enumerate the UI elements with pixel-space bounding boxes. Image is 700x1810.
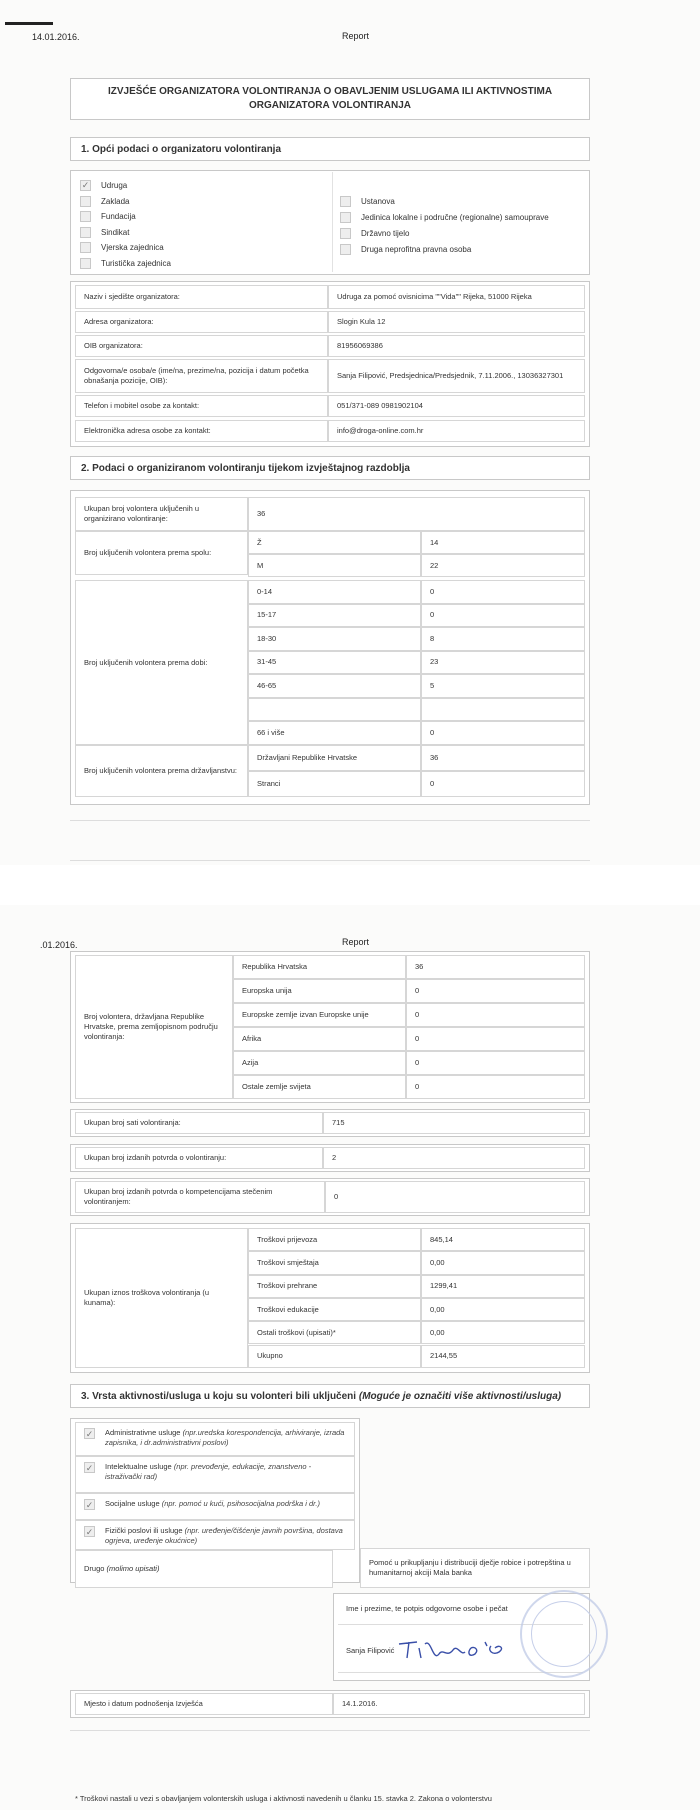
signature-label: Ime i prezime, te potpis odgovorne osobe i pečat	[338, 1598, 518, 1620]
activity-option	[75, 1520, 355, 1550]
report-page-1	[0, 0, 700, 865]
checkbox-icon[interactable]	[80, 242, 91, 253]
activity-text	[105, 1462, 346, 1482]
activity-text	[105, 1499, 320, 1509]
org-info-label: Odgovorna/e osoba/e (ime/na, prezime/na, pozicija i datum početka obnašanja pozicije, OIB):	[75, 359, 328, 393]
cost-amount: 0,00	[421, 1251, 585, 1274]
other-activity-value: Pomoć u prikupljanju i distribuciji dječje robice i potrepština u humanitarnoj akciji Mala banka	[360, 1548, 590, 1588]
cost-type: Troškovi edukacije	[248, 1298, 421, 1321]
cost-type: Ostali troškovi (upisati)*	[248, 1321, 421, 1344]
geo-count: 0	[406, 1051, 585, 1075]
page-date: .01.2016.	[40, 940, 78, 950]
age-category: 15-17	[248, 604, 421, 628]
org-info-value: Udruga za pomoć ovisnicima ""Vida"" Rijeka, 51000 Rijeka	[328, 285, 585, 309]
cost-amount: 1299,41	[421, 1275, 585, 1298]
organizer-type-label: Državno tijelo	[361, 229, 410, 238]
organizer-type-label: Jedinica lokalne i područne (regionalne) samouprave	[361, 213, 549, 222]
other-activity-label	[75, 1550, 333, 1588]
age-category: 66 i više	[248, 721, 421, 745]
comp-certs-value: 0	[325, 1181, 585, 1213]
gender-count: 14	[421, 531, 585, 554]
age-count: 8	[421, 627, 585, 651]
section-1-heading: 1. Opći podaci o organizatoru volontiranja	[70, 137, 590, 161]
citizenship-category: Stranci	[248, 771, 421, 797]
age-category: 46-65	[248, 674, 421, 698]
cost-amount: 845,14	[421, 1228, 585, 1251]
age-count	[421, 698, 585, 722]
org-info-label: Telefon i mobitel osobe za kontakt:	[75, 395, 328, 417]
checkbox-icon[interactable]: ✓	[85, 1526, 94, 1537]
organizer-type-option	[80, 258, 171, 269]
checkbox-icon[interactable]: ✓	[85, 1499, 94, 1510]
activity-label: Intelektualne usluge	[105, 1462, 172, 1471]
activity-option	[75, 1422, 355, 1456]
activity-label: Socijalne usluge	[105, 1499, 160, 1508]
organizer-type-label: Udruga	[101, 181, 128, 190]
organizer-type-option	[80, 196, 129, 207]
organizer-type-label: Zaklada	[101, 196, 130, 206]
geo-area: Afrika	[233, 1027, 406, 1051]
age-label: Broj uključenih volontera prema dobi:	[75, 580, 248, 745]
activity-label: Fizički poslovi ili usluge	[105, 1526, 183, 1535]
place-date-label: Mjesto i datum podnošenja Izvješća	[75, 1693, 333, 1715]
organizer-type-label: Vjerska zajednica	[101, 243, 164, 252]
organizer-type-option	[340, 228, 409, 239]
organizer-type-label: Druga neprofitna pravna osoba	[361, 245, 472, 254]
scan-mark	[5, 22, 53, 25]
org-info-value: 051/371-089 0981902104	[328, 395, 585, 417]
activity-text	[105, 1428, 346, 1448]
checkbox-icon[interactable]: ✓	[85, 1428, 94, 1439]
org-info-value: Sanja Filipović, Predsjednica/Predsjednik, 7.11.2006., 13036327301	[328, 359, 585, 393]
organizer-type-option	[80, 227, 129, 238]
checkbox-icon[interactable]	[80, 227, 91, 238]
geo-count: 36	[406, 955, 585, 979]
organizer-type-label: Ustanova	[361, 197, 395, 206]
age-count: 0	[421, 604, 585, 628]
activity-label: Administrativne usluge	[105, 1428, 181, 1437]
checkbox-icon[interactable]: ✓	[81, 180, 90, 190]
geo-count: 0	[406, 1003, 585, 1027]
official-stamp-inner	[531, 1601, 597, 1667]
activity-text	[105, 1526, 346, 1546]
hours-label: Ukupan broj sati volontiranja:	[75, 1112, 323, 1134]
geo-area: Republika Hrvatska	[233, 955, 406, 979]
org-info-value: 81956069386	[328, 335, 585, 357]
geo-area: Azija	[233, 1051, 406, 1075]
certs-label: Ukupan broj izdanih potvrda o volontiranju:	[75, 1147, 323, 1169]
activity-note: (npr.uredska korespondencija, arhiviranje, izrada zapisnika, i dr.administrativni poslovi)	[105, 1428, 345, 1447]
checkbox-icon[interactable]	[340, 212, 351, 223]
comp-certs-label: Ukupan broj izdanih potvrda o kompetencijama stečenim volontiranjem:	[75, 1181, 325, 1213]
checkbox-icon[interactable]	[80, 196, 91, 207]
checkbox-icon[interactable]	[340, 244, 351, 255]
organizer-type-label: Sindikat	[101, 227, 130, 237]
section-3-heading	[70, 1384, 590, 1408]
place-date-value: 14.1.2016.	[333, 1693, 585, 1715]
cost-amount: 0,00	[421, 1321, 585, 1344]
geo-area: Ostale zemlje svijeta	[233, 1075, 406, 1099]
certs-value: 2	[323, 1147, 585, 1169]
activity-note: (npr. prevođenje, edukacije, znanstveno - istraživački rad)	[105, 1462, 312, 1481]
checkbox-icon[interactable]	[340, 228, 351, 239]
cost-type: Troškovi prehrane	[248, 1275, 421, 1298]
section-2-heading: 2. Podaci o organiziranom volontiranju tijekom izvještajnog razdoblja	[70, 456, 590, 480]
organizer-type-label: Turistička zajednica	[101, 258, 171, 268]
organizer-type-option	[340, 244, 471, 255]
org-info-label: OIB organizatora:	[75, 335, 328, 357]
checkbox-icon[interactable]	[80, 258, 91, 269]
org-info-label: Naziv i sjedište organizatora:	[75, 285, 328, 309]
section-3-note: (Moguće je označiti više aktivnosti/usluga)	[358, 1390, 562, 1402]
page-header-report: Report	[342, 937, 370, 947]
activity-option	[75, 1493, 355, 1520]
organizer-type-option	[340, 196, 395, 207]
organizer-type-option	[80, 180, 127, 191]
geo-count: 0	[406, 1075, 585, 1099]
page-header-report: Report	[342, 31, 370, 41]
citizenship-count: 0	[421, 771, 585, 797]
report-title: IZVJEŠĆE ORGANIZATORA VOLONTIRANJA O OBAVLJENIM USLUGAMA ILI AKTIVNOSTIMA ORGANIZATORA VOLONTIRANJA	[70, 78, 590, 120]
cost-amount: 2144,55	[421, 1345, 585, 1368]
geo-count: 0	[406, 1027, 585, 1051]
cost-amount: 0,00	[421, 1298, 585, 1321]
citizenship-category: Državljani Republike Hrvatske	[248, 745, 421, 771]
costs-footnote: * Troškovi nastali u vezi s obavljanjem volonterskih usluga i aktivnosti navedenih u članku 15. stavka 2. Zakona o volonterstvu	[75, 1794, 492, 1803]
gender-category: M	[248, 554, 421, 577]
organizer-type-label: Fundacija	[101, 212, 136, 221]
signer-name: Sanja Filipović	[338, 1640, 428, 1662]
organizer-type-option	[80, 242, 164, 253]
other-label-text: Drugo	[84, 1564, 105, 1573]
cost-type: Troškovi smještaja	[248, 1251, 421, 1274]
checkbox-icon[interactable]: ✓	[85, 1462, 94, 1473]
age-category: 0-14	[248, 580, 421, 604]
hours-value: 715	[323, 1112, 585, 1134]
other-label-note: (molimo upisati)	[106, 1564, 160, 1573]
activity-note: (npr. pomoć u kući, psihosocijalna podrška i dr.)	[161, 1499, 320, 1508]
citizenship-label: Broj uključenih volontera prema državljanstvu:	[75, 745, 248, 797]
age-count: 23	[421, 651, 585, 675]
cost-type: Troškovi prijevoza	[248, 1228, 421, 1251]
page-date: 14.01.2016.	[32, 32, 80, 42]
geo-count: 0	[406, 979, 585, 1003]
cost-type: Ukupno	[248, 1345, 421, 1368]
citizenship-count: 36	[421, 745, 585, 771]
checkbox-icon[interactable]	[340, 196, 351, 207]
handwritten-signature	[395, 1636, 515, 1666]
age-count: 0	[421, 721, 585, 745]
geo-label: Broj volontera, državljana Republike Hrvatske, prema zemljopisnom području volontiranja:	[75, 955, 233, 1099]
checkbox-icon[interactable]	[80, 211, 91, 222]
organizer-type-option	[80, 211, 136, 222]
total-volunteers-value: 36	[248, 497, 585, 531]
costs-label: Ukupan iznos troškova volontiranja (u kunama):	[75, 1228, 248, 1368]
age-category: 31-45	[248, 651, 421, 675]
section-3-title: 3. Vrsta aktivnosti/usluga u koju su volonteri bili uključeni	[81, 1390, 357, 1402]
org-info-value: Slogin Kula 12	[328, 311, 585, 333]
total-volunteers-label: Ukupan broj volontera uključenih u organizirano volontiranje:	[75, 497, 248, 531]
activity-note: (npr. uređenje/čišćenje javnih površina, dostava ogrjeva, uređenje okućnice)	[105, 1526, 343, 1545]
geo-area: Europske zemlje izvan Europske unije	[233, 1003, 406, 1027]
gender-category: Ž	[248, 531, 421, 554]
age-category: 18-30	[248, 627, 421, 651]
gender-label: Broj uključenih volontera prema spolu:	[75, 531, 248, 575]
org-info-label: Adresa organizatora:	[75, 311, 328, 333]
age-count: 0	[421, 580, 585, 604]
gender-count: 22	[421, 554, 585, 577]
activity-option	[75, 1456, 355, 1493]
geo-area: Europska unija	[233, 979, 406, 1003]
age-count: 5	[421, 674, 585, 698]
org-info-label: Elektronička adresa osobe za kontakt:	[75, 420, 328, 442]
organizer-type-option	[340, 212, 549, 223]
age-category	[248, 698, 421, 722]
org-info-value: info@droga-online.com.hr	[328, 420, 585, 442]
